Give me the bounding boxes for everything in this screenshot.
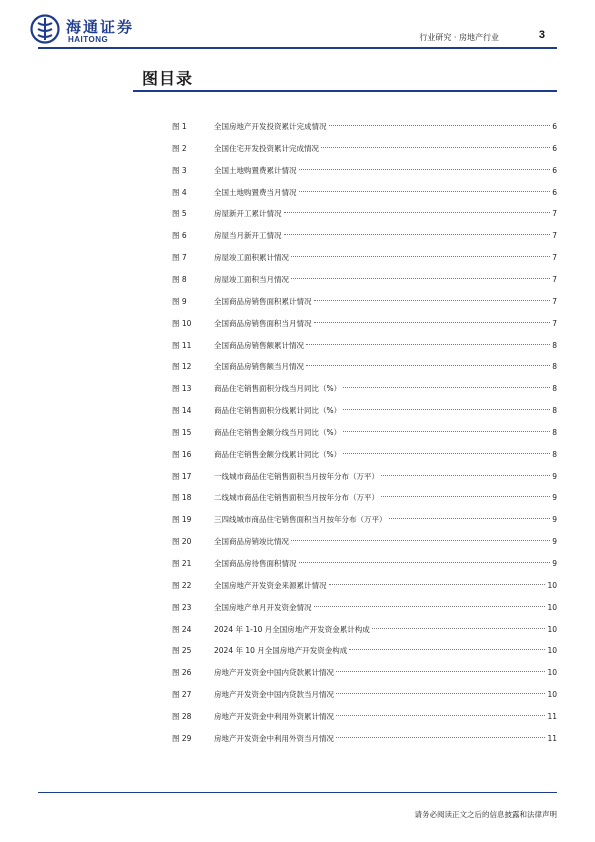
- toc-entry-page: 11: [547, 711, 557, 721]
- toc-entry-number: 图 27: [172, 690, 192, 700]
- toc-entry-number: 图 1: [172, 122, 187, 131]
- toc-entry-text: 商品住宅销售面积分线累计同比（%）: [214, 406, 342, 416]
- toc-leader-dots: [381, 475, 550, 476]
- header-divider: [38, 47, 557, 49]
- toc-entry-number: 图 7: [172, 253, 187, 263]
- toc-entry-page: 10: [547, 668, 557, 678]
- toc-entry-page: 6: [552, 122, 557, 131]
- toc-entry-number: 图 9: [172, 296, 187, 306]
- toc-leader-dots: [389, 518, 551, 519]
- toc-entry-page: 8: [552, 362, 557, 372]
- toc-entry[interactable]: [0, 535, 595, 549]
- toc-entry[interactable]: [0, 273, 595, 287]
- toc-leader-dots: [291, 278, 550, 279]
- toc-entry-text: 全国住宅开发投资累计完成情况: [214, 143, 319, 153]
- toc-leader-dots: [321, 147, 550, 148]
- toc-entry-label: [214, 448, 557, 462]
- toc-entry-number: 图 19: [172, 515, 192, 525]
- logo-chinese-name: 海通证券: [66, 18, 135, 36]
- toc-entry-number: 图 11: [172, 340, 192, 350]
- toc-entry[interactable]: [0, 470, 595, 484]
- toc-entry-label: [214, 120, 557, 134]
- toc-leader-dots: [291, 256, 550, 257]
- toc-entry-label: [214, 579, 557, 593]
- toc-entry[interactable]: [0, 317, 595, 331]
- toc-entry-text: 商品住宅销售金额分线当月同比（%）: [214, 427, 342, 437]
- toc-leader-dots: [284, 234, 551, 235]
- toc-entry-number: 图 18: [172, 493, 192, 503]
- toc-entry-label: [214, 644, 557, 658]
- toc-entry[interactable]: [0, 339, 595, 353]
- toc-entry-number: 图 14: [172, 406, 192, 416]
- toc-entry[interactable]: [0, 186, 595, 200]
- header-page-number: 3: [538, 29, 545, 41]
- toc-entry-text: 全国商品房销售额累计情况: [214, 340, 304, 350]
- toc-entry-label: [214, 229, 557, 243]
- toc-entry-page: 7: [552, 209, 557, 219]
- toc-leader-dots: [299, 191, 551, 192]
- toc-title: 图目录: [142, 69, 194, 88]
- toc-entry[interactable]: [0, 644, 595, 658]
- toc-entry[interactable]: [0, 732, 595, 746]
- toc-entry[interactable]: [0, 666, 595, 680]
- toc-entry-label: [214, 273, 557, 287]
- toc-entry[interactable]: [0, 360, 595, 374]
- toc-entry-page: 9: [552, 515, 557, 525]
- toc-entry[interactable]: [0, 382, 595, 396]
- toc-entry-label: [214, 470, 557, 484]
- header-section-label: 行业研究 · 房地产行业: [419, 33, 499, 42]
- toc-entry-text: 全国土地购置费累计情况: [214, 165, 297, 175]
- toc-entry-number: 图 21: [172, 559, 192, 568]
- toc-entry-page: 7: [552, 231, 557, 241]
- toc-entry-number: 图 12: [172, 362, 192, 372]
- toc-entry-text: 2024 年 1-10 月全国房地产开发资金累计构成: [214, 624, 370, 634]
- toc-entry-page: 7: [552, 318, 557, 328]
- toc-entry-label: [214, 513, 557, 527]
- toc-entry-number: 图 4: [172, 187, 187, 197]
- toc-entry-number: 图 29: [172, 733, 192, 743]
- toc-entry-number: 图 23: [172, 602, 192, 612]
- toc-entry-label: [214, 404, 557, 418]
- toc-entry-number: 图 28: [172, 711, 192, 721]
- toc-entry-page: 9: [552, 493, 557, 503]
- toc-entry-label: [214, 666, 557, 680]
- toc-entry-label: [214, 251, 557, 265]
- toc-entry-page: 6: [552, 165, 557, 175]
- toc-entry-text: 全国土地购置费当月情况: [214, 187, 297, 197]
- toc-leader-dots: [343, 431, 550, 432]
- toc-entry-text: 一线城市商品住宅销售面积当月按年分布（万平）: [214, 471, 379, 481]
- toc-leader-dots: [299, 562, 551, 563]
- toc-entry-number: 图 15: [172, 427, 192, 437]
- logo-english-name: HAITONG: [68, 35, 109, 44]
- toc-leader-dots: [314, 300, 551, 301]
- toc-leader-dots: [329, 125, 551, 126]
- toc-entry-page: 9: [552, 537, 557, 547]
- toc-entry-number: 图 3: [172, 165, 187, 175]
- toc-leader-dots: [343, 409, 550, 410]
- toc-leader-dots: [336, 715, 545, 716]
- toc-entry-label: [214, 142, 557, 156]
- toc-entry-page: 8: [552, 384, 557, 394]
- toc-entry-number: 图 17: [172, 471, 192, 481]
- toc-entry-page: 6: [552, 187, 557, 197]
- toc-entry-text: 房地产开发资金中利用外资累计情况: [214, 711, 334, 721]
- toc-entry-page: 9: [552, 559, 557, 568]
- toc-leader-dots: [306, 365, 550, 366]
- toc-leader-dots: [343, 453, 550, 454]
- toc-entry-text: 房屋当月新开工情况: [214, 231, 282, 241]
- toc-leader-dots: [372, 628, 546, 629]
- toc-entry-text: 全国商品房销售额当月情况: [214, 362, 304, 372]
- toc-entry-label: [214, 491, 557, 505]
- toc-entry-text: 房地产开发资金中国内贷款当月情况: [214, 690, 334, 700]
- toc-entry[interactable]: [0, 164, 595, 178]
- toc-entry-page: 10: [547, 624, 557, 634]
- toc-leader-dots: [284, 212, 551, 213]
- toc-leader-dots: [349, 649, 545, 650]
- toc-entry-text: 全国商品房销竣比情况: [214, 537, 289, 547]
- toc-entry[interactable]: [0, 207, 595, 221]
- toc-title-underline: [133, 90, 557, 92]
- toc-entry[interactable]: [0, 251, 595, 265]
- toc-entry-label: [214, 710, 557, 724]
- toc-entry-page: 8: [552, 340, 557, 350]
- toc-entry[interactable]: [0, 688, 595, 702]
- toc-entry[interactable]: [0, 448, 595, 462]
- toc-entry-text: 全国商品房销售面积累计情况: [214, 296, 312, 306]
- toc-entry[interactable]: [0, 295, 595, 309]
- toc-entry-number: 图 2: [172, 143, 187, 153]
- toc-entry-text: 全国房地产开发投资累计完成情况: [214, 122, 327, 131]
- toc-entry-label: [214, 382, 557, 396]
- footer-divider: [38, 792, 557, 793]
- toc-entry-page: 10: [547, 646, 557, 656]
- toc-entry-label: [214, 339, 557, 353]
- toc-entry-label: [214, 317, 557, 331]
- toc-entry-number: 图 26: [172, 668, 192, 678]
- toc-entry-label: [214, 732, 557, 746]
- company-logo: [30, 14, 140, 48]
- toc-entry-page: 7: [552, 296, 557, 306]
- toc-entry[interactable]: [0, 710, 595, 724]
- toc-leader-dots: [329, 584, 546, 585]
- toc-entry[interactable]: [0, 601, 595, 615]
- toc-entry-text: 全国房地产单月开发资金情况: [214, 602, 312, 612]
- toc-entry-number: 图 25: [172, 646, 192, 656]
- toc-leader-dots: [381, 496, 550, 497]
- toc-entry-text: 房屋新开工累计情况: [214, 209, 282, 219]
- toc-leader-dots: [306, 344, 550, 345]
- toc-entry-label: [214, 601, 557, 615]
- toc-entry-page: 8: [552, 449, 557, 459]
- toc-entry-label: [214, 535, 557, 549]
- toc-entry-number: 图 8: [172, 274, 187, 284]
- toc-entry[interactable]: [0, 229, 595, 243]
- toc-entry-text: 房屋竣工面积当月情况: [214, 274, 289, 284]
- toc-entry[interactable]: [0, 557, 595, 571]
- footer-disclaimer: 请务必阅读正文之后的信息披露和法律声明: [414, 810, 557, 819]
- toc-leader-dots: [336, 737, 545, 738]
- toc-entry-page: 10: [547, 580, 557, 590]
- toc-leader-dots: [314, 322, 551, 323]
- toc-leader-dots: [343, 387, 550, 388]
- toc-entry[interactable]: [0, 120, 595, 134]
- toc-entry-page: 10: [547, 602, 557, 612]
- toc-entry-text: 2024 年 10 月全国房地产开发资金构成: [214, 646, 348, 656]
- toc-entry-text: 全国房地产开发资金来源累计情况: [214, 580, 327, 590]
- toc-entry-page: 11: [547, 733, 557, 743]
- toc-entry-label: [214, 688, 557, 702]
- toc-leader-dots: [291, 540, 550, 541]
- toc-entry-label: [214, 360, 557, 374]
- toc-entry-text: 三四线城市商品住宅销售面积当月按年分布（万平）: [214, 515, 387, 525]
- toc-entry-page: 8: [552, 427, 557, 437]
- toc-entry[interactable]: [0, 404, 595, 418]
- toc-entry[interactable]: [0, 142, 595, 156]
- toc-leader-dots: [299, 169, 551, 170]
- toc-entry-number: 图 16: [172, 449, 192, 459]
- toc-entry-number: 图 24: [172, 624, 192, 634]
- toc-leader-dots: [314, 606, 546, 607]
- toc-entry-number: 图 10: [172, 318, 192, 328]
- toc-entry-label: [214, 186, 557, 200]
- toc-entry-label: [214, 164, 557, 178]
- toc-leader-dots: [336, 693, 545, 694]
- toc-entry-number: 图 22: [172, 580, 192, 590]
- toc-entry-page: 10: [547, 690, 557, 700]
- toc-entry-text: 商品住宅销售金额分线累计同比（%）: [214, 449, 342, 459]
- toc-entry-page: 7: [552, 274, 557, 284]
- toc-entry-text: 二线城市商品住宅销售面积当月按年分布（万平）: [214, 493, 379, 503]
- logo-mark-icon: [30, 14, 60, 44]
- toc-entry-label: [214, 557, 557, 571]
- toc-entry[interactable]: [0, 579, 595, 593]
- toc-entry-text: 房地产开发资金中利用外资当月情况: [214, 733, 334, 743]
- toc-entry-label: [214, 623, 557, 637]
- toc-entry[interactable]: [0, 426, 595, 440]
- toc-entry-label: [214, 426, 557, 440]
- toc-entry-page: 8: [552, 406, 557, 416]
- toc-entry[interactable]: [0, 513, 595, 527]
- toc-entry[interactable]: [0, 623, 595, 637]
- toc-entry-number: 图 13: [172, 384, 192, 394]
- toc-entry-number: 图 5: [172, 209, 187, 219]
- toc-leader-dots: [336, 671, 545, 672]
- toc-entry-label: [214, 207, 557, 221]
- toc-entry-page: 6: [552, 143, 557, 153]
- toc-entry-text: 房地产开发资金中国内贷款累计情况: [214, 668, 334, 678]
- toc-entry-text: 房屋竣工面积累计情况: [214, 253, 289, 263]
- toc-entry-text: 全国商品房待售面积情况: [214, 559, 297, 568]
- toc-entry[interactable]: [0, 491, 595, 505]
- toc-entry-number: 图 6: [172, 231, 187, 241]
- toc-entry-label: [214, 295, 557, 309]
- toc-entry-page: 9: [552, 471, 557, 481]
- toc-entry-text: 商品住宅销售面积分线当月同比（%）: [214, 384, 342, 394]
- toc-entry-text: 全国商品房销售面积当月情况: [214, 318, 312, 328]
- toc-entry-page: 7: [552, 253, 557, 263]
- toc-entry-number: 图 20: [172, 537, 192, 547]
